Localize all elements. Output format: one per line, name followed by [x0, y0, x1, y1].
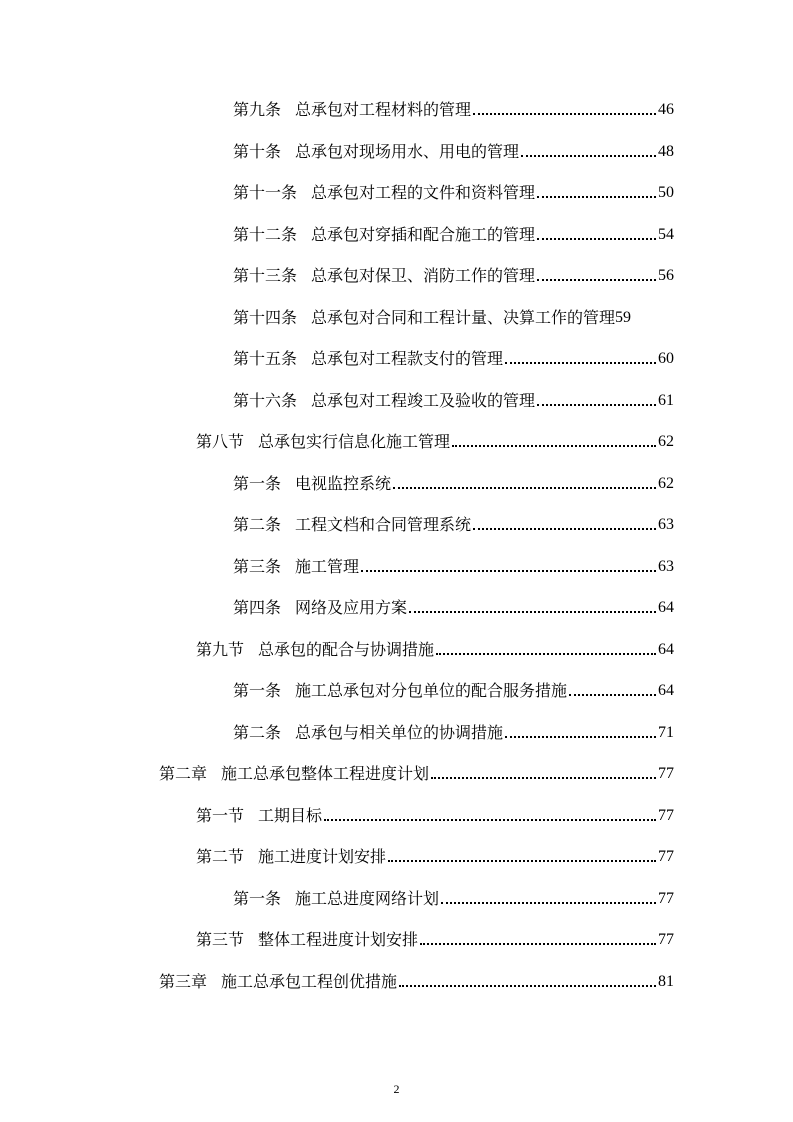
entry-title: 施工管理: [295, 557, 360, 576]
entry-number: 第十三条: [233, 266, 298, 285]
entry-page: 64: [658, 641, 674, 658]
entry-number: 第二条: [233, 723, 282, 742]
dot-leader: [473, 528, 656, 530]
entry-title: 施工总进度网络计划: [295, 889, 440, 908]
entry-title: 施工总承包工程创优措施: [221, 972, 398, 991]
dot-leader: [324, 819, 656, 821]
entry-title: 工期目标: [258, 806, 323, 825]
toc-entry[interactable]: [233, 387, 674, 411]
toc-entry[interactable]: [233, 304, 689, 328]
dot-leader: [436, 653, 656, 655]
entry-title: 电视监控系统: [295, 474, 392, 493]
entry-title: 总承包与相关单位的协调措施: [295, 723, 504, 742]
toc-entry[interactable]: [233, 345, 674, 369]
entry-title: 总承包对工程款支付的管理: [311, 349, 504, 368]
dot-leader: [537, 238, 656, 240]
entry-page: 81: [658, 973, 674, 990]
entry-page: 77: [658, 807, 674, 824]
dot-leader: [505, 736, 656, 738]
entry-page: 48: [658, 143, 674, 160]
entry-title: 网络及应用方案: [295, 598, 408, 617]
dot-leader: [388, 860, 656, 862]
entry-number: 第十六条: [233, 391, 298, 410]
entry-title: 施工进度计划安排: [258, 847, 387, 866]
entry-title: 总承包对工程材料的管理: [295, 100, 472, 119]
entry-number: 第三章: [159, 972, 208, 991]
toc-entry[interactable]: [233, 885, 674, 909]
toc-entry[interactable]: [196, 636, 674, 660]
toc-entry[interactable]: [159, 968, 674, 992]
entry-number: 第九节: [196, 640, 245, 659]
toc-entry[interactable]: [196, 926, 674, 950]
entry-number: 第二节: [196, 847, 245, 866]
entry-number: 第十二条: [233, 225, 298, 244]
toc-entry[interactable]: [233, 96, 674, 120]
toc-entry[interactable]: [233, 677, 674, 701]
entry-number: 第一条: [233, 681, 282, 700]
toc-entry[interactable]: [233, 262, 674, 286]
dot-leader: [399, 985, 656, 987]
entry-page: 50: [658, 184, 674, 201]
dot-leader: [569, 694, 656, 696]
entry-page: 54: [658, 226, 674, 243]
entry-number: 第三条: [233, 557, 282, 576]
entry-page: 77: [658, 848, 674, 865]
toc-entry[interactable]: [233, 221, 674, 245]
toc-entry[interactable]: [196, 428, 674, 452]
entry-title: 总承包对工程竣工及验收的管理: [311, 391, 536, 410]
dot-leader: [441, 902, 656, 904]
entry-number: 第三节: [196, 930, 245, 949]
toc-entry[interactable]: [233, 511, 674, 535]
page-number: 2: [393, 1082, 400, 1096]
entry-number: 第二章: [159, 764, 208, 783]
entry-page: 64: [658, 682, 674, 699]
dot-leader: [537, 196, 656, 198]
entry-number: 第四条: [233, 598, 282, 617]
toc-entry[interactable]: [233, 719, 674, 743]
entry-page: 63: [658, 558, 674, 575]
dot-leader: [431, 777, 656, 779]
entry-page: 62: [658, 433, 674, 450]
toc-entry[interactable]: [233, 138, 674, 162]
entry-page: 77: [658, 765, 674, 782]
toc-entry[interactable]: [196, 802, 674, 826]
entry-number: 第九条: [233, 100, 282, 119]
entry-number: 第一条: [233, 889, 282, 908]
entry-title: 施工总承包对分包单位的配合服务措施: [295, 681, 568, 700]
dot-leader: [420, 943, 656, 945]
dot-leader: [537, 279, 656, 281]
dot-leader: [409, 611, 656, 613]
entry-number: 第十五条: [233, 349, 298, 368]
entry-title: 总承包对工程的文件和资料管理: [311, 183, 536, 202]
toc-entry[interactable]: [196, 843, 674, 867]
entry-page: 60: [658, 350, 674, 367]
entry-page: 77: [658, 931, 674, 948]
entry-page: 63: [658, 516, 674, 533]
entry-title: 施工总承包整体工程进度计划: [221, 764, 430, 783]
toc-entry[interactable]: [233, 553, 674, 577]
entry-title: 总承包实行信息化施工管理: [258, 432, 451, 451]
dot-leader: [452, 445, 656, 447]
dot-leader: [393, 487, 656, 489]
entry-number: 第一节: [196, 806, 245, 825]
entry-page: 62: [658, 475, 674, 492]
dot-leader: [505, 362, 656, 364]
entry-title: 总承包对合同和工程计量、决算工作的管理: [311, 308, 616, 327]
entry-number: 第二条: [233, 515, 282, 534]
entry-page: 56: [658, 267, 674, 284]
toc-entry[interactable]: [233, 470, 674, 494]
dot-leader: [537, 404, 656, 406]
entry-title: 总承包对穿插和配合施工的管理: [311, 225, 536, 244]
entry-number: 第一条: [233, 474, 282, 493]
entry-page: 46: [658, 101, 674, 118]
toc-entry[interactable]: [233, 594, 674, 618]
entry-page: 59: [615, 309, 632, 326]
entry-number: 第十四条: [233, 308, 298, 327]
entry-title: 总承包的配合与协调措施: [258, 640, 435, 659]
toc-entry[interactable]: [233, 179, 674, 203]
entry-number: 第十条: [233, 142, 282, 161]
entry-title: 整体工程进度计划安排: [258, 930, 419, 949]
dot-leader: [361, 570, 656, 572]
entry-number: 第八节: [196, 432, 245, 451]
entry-number: 第十一条: [233, 183, 298, 202]
entry-page: 77: [658, 890, 674, 907]
entry-title: 总承包对现场用水、用电的管理: [295, 142, 520, 161]
entry-title: 总承包对保卫、消防工作的管理: [311, 266, 536, 285]
entry-page: 61: [658, 392, 674, 409]
dot-leader: [521, 155, 656, 157]
toc-entry[interactable]: [159, 760, 674, 784]
dot-leader: [473, 113, 656, 115]
entry-page: 64: [658, 599, 674, 616]
entry-page: 71: [658, 724, 674, 741]
entry-title: 工程文档和合同管理系统: [295, 515, 472, 534]
